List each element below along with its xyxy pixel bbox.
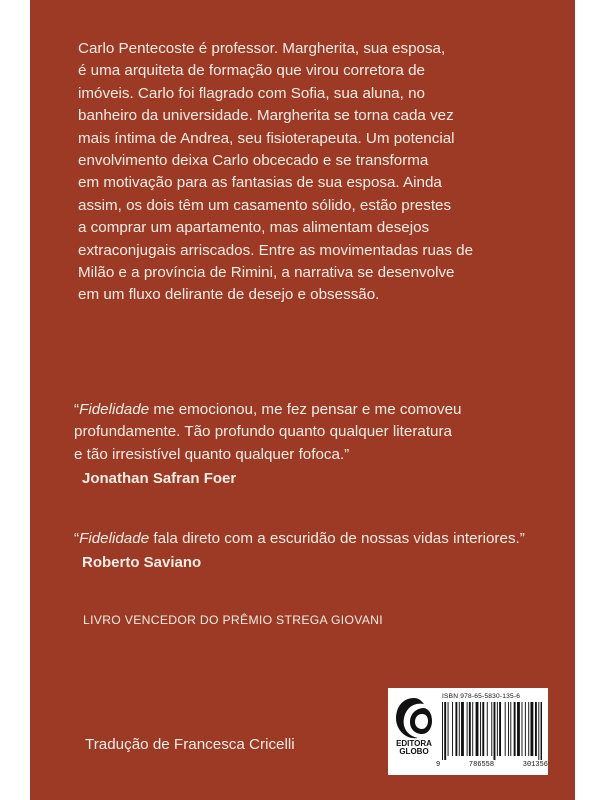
barcode-stripe <box>491 702 492 756</box>
barcode-stripe <box>444 702 446 760</box>
publisher-line: EDITORA <box>396 739 432 748</box>
quote-text <box>74 528 554 550</box>
open-quote-mark: “ <box>74 530 80 547</box>
quote-text <box>74 399 554 466</box>
back-cover <box>30 0 575 800</box>
quote-author: Roberto Saviano <box>82 554 202 572</box>
barcode-stripe <box>442 702 443 760</box>
barcode-stripe <box>528 702 529 756</box>
translation-credit: Tradução de Francesca Cricelli <box>85 736 295 753</box>
open-quote-mark: “ <box>74 401 80 418</box>
barcode-panel <box>388 688 548 775</box>
barcode-stripe <box>508 702 509 756</box>
barcode-stripe <box>514 702 516 756</box>
synopsis-line: assim, os dois têm um casamento sólido, estão prestes <box>78 196 452 214</box>
globo-logo-icon <box>394 694 434 770</box>
synopsis <box>78 38 548 307</box>
book-title: Fidelidade <box>79 530 150 547</box>
barcode-stripe <box>505 702 506 756</box>
barcode-stripe <box>459 702 460 756</box>
barcode-stripe <box>525 702 526 756</box>
barcode-stripe <box>510 702 511 756</box>
barcode-bars <box>442 702 542 760</box>
publisher-line: GLOBO <box>399 747 429 756</box>
synopsis-line: Carlo Pentecoste é professor. Margherita, sua esposa, <box>78 40 446 57</box>
barcode-stripe <box>461 702 464 756</box>
synopsis-line: é uma arquiteta de formação que virou corretora de <box>78 62 425 80</box>
quote-foer <box>74 399 554 491</box>
barcode-stripe <box>522 702 523 756</box>
quote-line: me emocionou, me fez pensar e me comoveu <box>149 401 462 418</box>
publisher-name <box>392 740 436 756</box>
barcode-stripe <box>476 702 479 756</box>
isbn-label: ISBN 978-65-5830-135-6 <box>442 693 521 700</box>
synopsis-line: a comprar um apartamento, mas alimentam desejos <box>78 219 430 237</box>
barcode-stripe <box>530 702 533 756</box>
quote-author: Jonathan Safran Foer <box>82 470 237 488</box>
award-note: LIVRO VENCEDOR DO PRÊMIO STREGA GIOVANI <box>83 613 383 627</box>
barcode-stripe <box>497 702 498 756</box>
barcode-digits <box>436 761 548 769</box>
synopsis-line: Milão e a província de Rimini, a narrativa se desenvolve <box>78 264 455 282</box>
synopsis-line: em motivação para as fantasias de sua esposa. Ainda <box>78 174 442 192</box>
barcode-stripe <box>480 702 481 756</box>
barcode-stripe <box>472 702 473 756</box>
quote-line: profundamente. Tão profundo quanto qualquer literatura <box>74 423 452 441</box>
barcode-stripe <box>452 702 453 756</box>
synopsis-line: extraconjugais arriscados. Entre as movimentadas ruas de <box>78 241 474 259</box>
barcode-stripe <box>487 702 488 756</box>
barcode-stripe <box>541 702 542 760</box>
barcode-stripe <box>467 702 468 756</box>
barcode-digits-left: 786558 <box>468 761 495 769</box>
barcode-stripe <box>494 702 496 760</box>
synopsis-line: mais íntima de Andrea, seu fisioterapeuta. Um potencial <box>78 129 455 147</box>
barcode-stripe <box>469 702 471 756</box>
quote-saviano <box>74 528 554 575</box>
barcode-stripe <box>538 702 539 760</box>
barcode-stripe <box>535 702 537 756</box>
quote-line: fala direto com a escuridão de nossas vidas interiores.” <box>149 530 525 547</box>
synopsis-line: envolvimento deixa Carlo obcecado e se transforma <box>78 152 429 170</box>
barcode-stripe <box>499 702 501 756</box>
barcode-stripe <box>448 702 449 756</box>
synopsis-line: imóveis. Carlo foi flagrado com Sofia, sua aluna, no <box>78 84 425 102</box>
barcode-digit-first: 9 <box>436 761 441 769</box>
barcode-stripe <box>517 702 520 756</box>
barcode-stripe <box>455 702 457 756</box>
synopsis-line: em um fluxo delirante de desejo e obsessão. <box>78 286 380 304</box>
synopsis-line: banheiro da universidade. Margherita se torna cada vez <box>78 107 454 125</box>
quote-line: e tão irresistível quanto qualquer fofoca.” <box>74 445 350 463</box>
book-title: Fidelidade <box>79 401 150 418</box>
barcode-stripe <box>482 702 484 756</box>
barcode-digits-right: 301356 <box>522 761 548 769</box>
